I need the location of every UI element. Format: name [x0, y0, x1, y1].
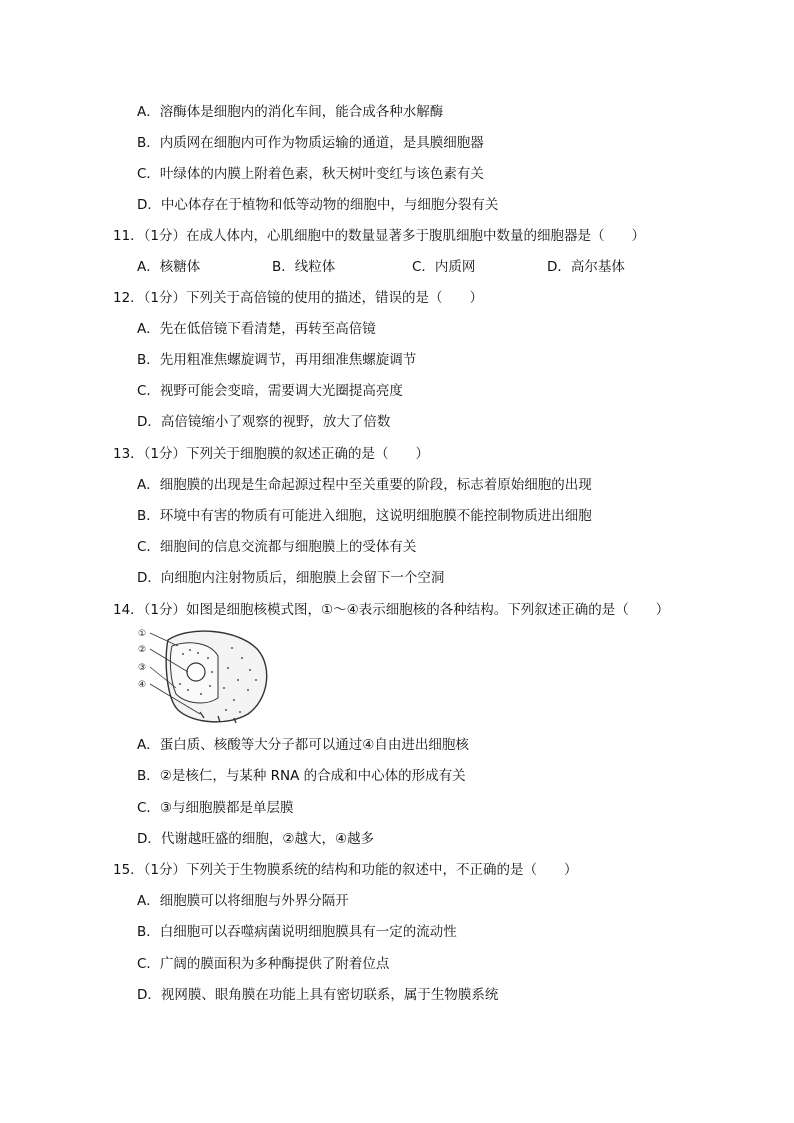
- question-14-stem: 14．（1分）如图是细胞核模式图，①～④表示细胞核的各种结构。下列叙述正确的是（ ）: [113, 602, 670, 618]
- option-d: D．高尔基体: [547, 259, 625, 275]
- question-13-stem: 13．（1分）下列关于细胞膜的叙述正确的是（ ）: [113, 446, 430, 462]
- option-c: C．广阔的膜面积为多种酶提供了附着位点: [137, 956, 390, 972]
- figure-label-4: ④: [138, 680, 147, 690]
- option-d: D．代谢越旺盛的细胞，②越大，④越多: [137, 831, 375, 847]
- cell-nucleus-diagram: [138, 628, 270, 724]
- option-d: D．向细胞内注射物质后，细胞膜上会留下一个空洞: [137, 570, 445, 586]
- figure-label-2: ②: [138, 645, 147, 655]
- question-15-stem: 15．（1分）下列关于生物膜系统的结构和功能的叙述中，不正确的是（ ）: [113, 862, 578, 878]
- option-d: D．中心体存在于植物和低等动物的细胞中，与细胞分裂有关: [137, 197, 499, 213]
- option-c: C．视野可能会变暗，需要调大光圈提高亮度: [137, 383, 403, 399]
- option-b: B．线粒体: [272, 259, 336, 275]
- option-a: A．细胞膜的出现是生命起源过程中至关重要的阶段，标志着原始细胞的出现: [137, 477, 592, 493]
- option-b: B．白细胞可以吞噬病菌说明细胞膜具有一定的流动性: [137, 924, 457, 940]
- figure-label-1: ①: [138, 629, 147, 639]
- nucleolus: [187, 663, 205, 681]
- option-d: D．高倍镜缩小了观察的视野，放大了倍数: [137, 414, 391, 430]
- option-a: A．蛋白质、核酸等大分子都可以通过④自由进出细胞核: [137, 737, 469, 753]
- question-11-stem: 11．（1分）在成人体内，心肌细胞中的数量显著多于腹肌细胞中数量的细胞器是（ ）: [113, 228, 646, 244]
- option-b: B．内质网在细胞内可作为物质运输的通道，是具膜细胞器: [137, 135, 484, 151]
- option-a: A．溶酶体是细胞内的消化车间，能合成各种水解酶: [137, 104, 444, 120]
- option-c: C．细胞间的信息交流都与细胞膜上的受体有关: [137, 539, 417, 555]
- option-d: D．视网膜、眼角膜在功能上具有密切联系，属于生物膜系统: [137, 987, 499, 1003]
- option-b: B．环境中有害的物质有可能进入细胞，这说明细胞膜不能控制物质进出细胞: [137, 508, 592, 524]
- option-a: A．细胞膜可以将细胞与外界分隔开: [137, 893, 349, 909]
- option-c: C．叶绿体的内膜上附着色素，秋天树叶变红与该色素有关: [137, 166, 484, 182]
- option-b: B．②是核仁，与某种 RNA 的合成和中心体的形成有关: [137, 768, 466, 784]
- question-12-stem: 12．（1分）下列关于高倍镜的使用的描述，错误的是（ ）: [113, 290, 484, 306]
- option-b: B．先用粗准焦螺旋调节，再用细准焦螺旋调节: [137, 352, 417, 368]
- option-c: C．内质网: [412, 259, 476, 275]
- figure-label-3: ③: [138, 663, 147, 673]
- option-a: A．先在低倍镜下看清楚，再转至高倍镜: [137, 321, 376, 337]
- option-c: C．③与细胞膜都是单层膜: [137, 800, 294, 816]
- option-a: A．核糖体: [137, 259, 201, 275]
